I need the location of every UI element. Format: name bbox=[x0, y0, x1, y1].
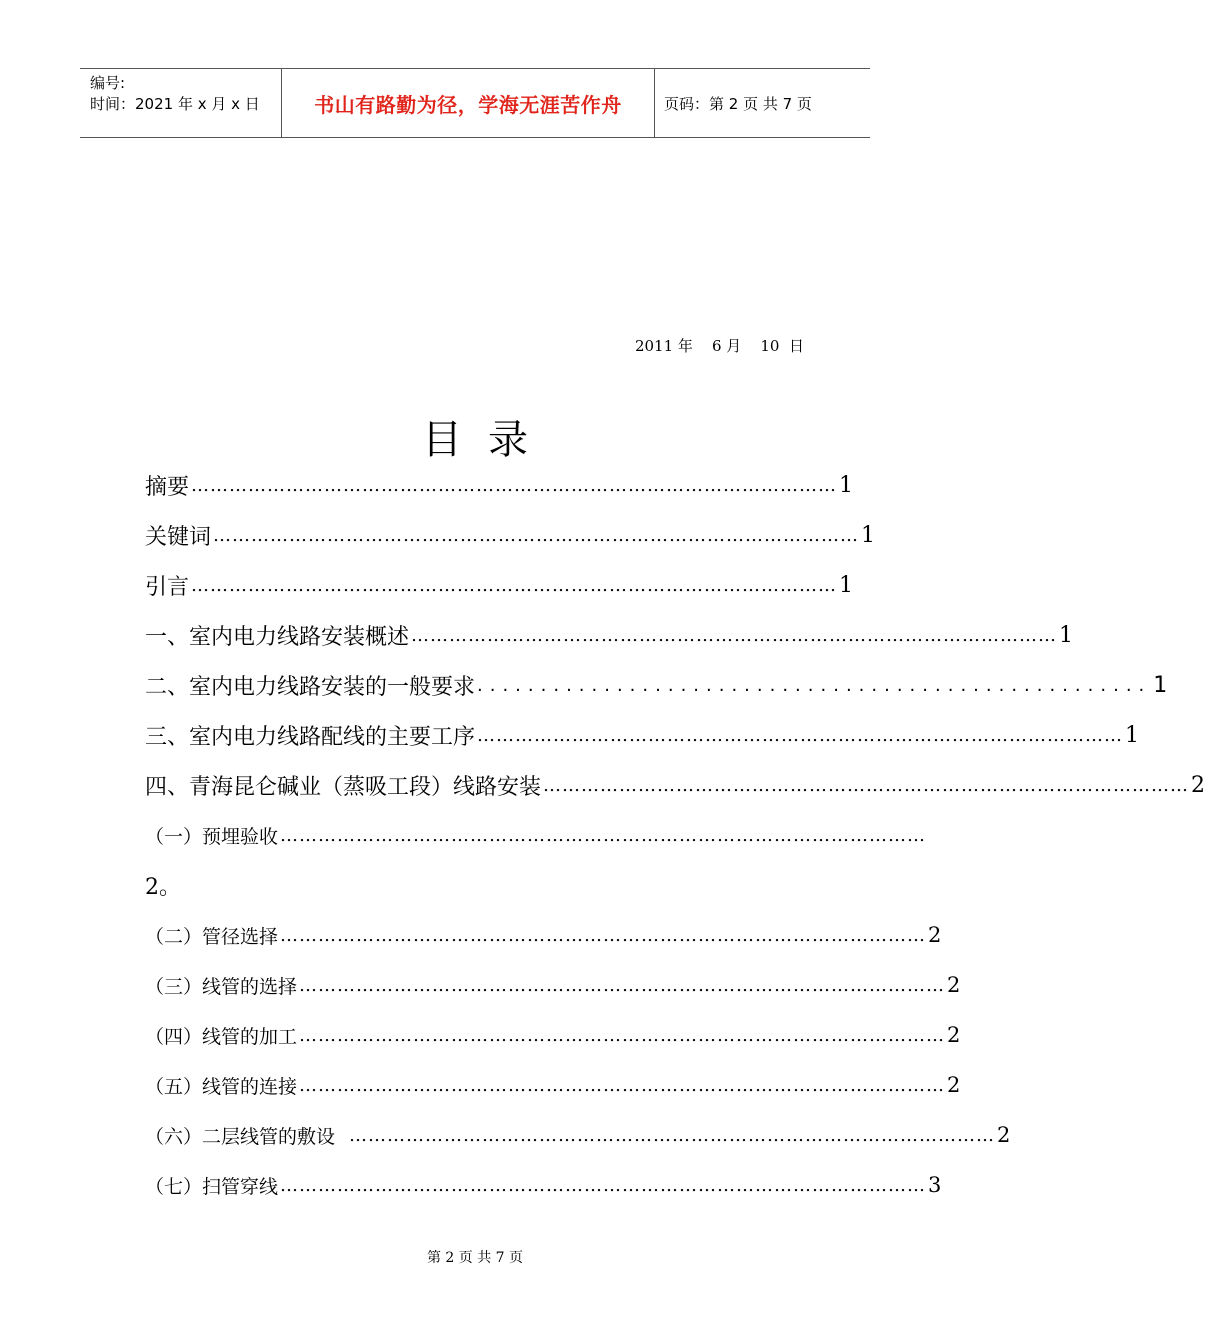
toc-entry[interactable] bbox=[145, 910, 942, 960]
table-of-contents bbox=[145, 460, 1205, 1210]
page-footer: 第 2 页 共 7 页 bbox=[426, 1250, 524, 1266]
toc-entry-page: 2 bbox=[947, 1073, 961, 1097]
toc-entry[interactable] bbox=[145, 1110, 1011, 1160]
toc-entry-page: 2 bbox=[928, 923, 942, 947]
toc-leader: ………………………………………………………………………………………… bbox=[543, 774, 1190, 796]
toc-entry[interactable] bbox=[145, 810, 927, 860]
toc-entry[interactable] bbox=[145, 710, 1140, 760]
toc-entry-title: 三、室内电力线路配线的主要工序 bbox=[145, 724, 476, 750]
toc-entry-title: 摘要 bbox=[145, 474, 190, 500]
toc-entry[interactable] bbox=[145, 460, 854, 510]
toc-entry[interactable] bbox=[145, 560, 854, 610]
toc-leader: ………………………………………………………………………………………… bbox=[280, 824, 927, 846]
toc-leader: ………………………………………………………………………………………… bbox=[299, 974, 946, 996]
toc-entry-title: （四）线管的加工 bbox=[145, 1025, 298, 1048]
toc-leader: ..................................................... bbox=[477, 674, 1152, 696]
toc-entry-title: （二）管径选择 bbox=[145, 925, 279, 948]
toc-leader: ………………………………………………………………………………………… bbox=[191, 474, 838, 496]
toc-entry-page-continued: 2。 bbox=[145, 874, 181, 900]
toc-entry[interactable] bbox=[145, 510, 876, 560]
header-divider bbox=[654, 69, 655, 137]
header-meta bbox=[90, 73, 260, 115]
toc-entry-page: 2 bbox=[947, 1023, 961, 1047]
toc-entry[interactable] bbox=[145, 1010, 961, 1060]
toc-entry[interactable] bbox=[145, 1160, 942, 1210]
toc-entry-page: 1 bbox=[839, 572, 854, 598]
toc-entry-page: 1 bbox=[1125, 722, 1140, 748]
toc-entry[interactable] bbox=[145, 1060, 961, 1110]
toc-entry-title: （六）二层线管的敷设 bbox=[145, 1125, 336, 1148]
page-header bbox=[80, 68, 870, 138]
header-page-info: 页码：第 2 页 共 7 页 bbox=[664, 94, 812, 113]
toc-entry[interactable] bbox=[145, 960, 961, 1010]
toc-entry-page: 1 bbox=[861, 522, 876, 548]
toc-entry-title: （五）线管的连接 bbox=[145, 1075, 298, 1098]
header-time-label: 时间：2021 年 x 月 x 日 bbox=[90, 95, 260, 113]
toc-entry[interactable] bbox=[145, 760, 1205, 810]
toc-entry-title: 一、室内电力线路安装概述 bbox=[145, 624, 410, 650]
header-code-label: 编号: bbox=[90, 74, 126, 92]
toc-entry-title: 关键词 bbox=[145, 524, 212, 550]
header-motto: 书山有路勤为径，学海无涯苦作舟 bbox=[314, 92, 622, 117]
document-date: 2011 年 6 月 10 日 bbox=[634, 337, 804, 355]
toc-entry-title: 二、室内电力线路安装的一般要求 bbox=[145, 674, 476, 700]
toc-entry[interactable] bbox=[145, 610, 1074, 660]
toc-leader: ………………………………………………………………………………………… bbox=[280, 924, 927, 946]
toc-leader: ………………………………………………………………………………………… bbox=[213, 524, 860, 546]
toc-entry-title: 四、青海昆仑碱业（蒸吸工段）线路安装 bbox=[145, 774, 542, 800]
toc-leader: ………………………………………………………………………………………… bbox=[299, 1024, 946, 1046]
toc-leader: ………………………………………………………………………………………… bbox=[349, 1124, 996, 1146]
toc-entry-page: 3 bbox=[928, 1173, 942, 1197]
toc-entry-page: 2 bbox=[997, 1123, 1011, 1147]
toc-entry-page: 2 bbox=[1191, 772, 1205, 798]
toc-entry[interactable] bbox=[145, 660, 1168, 710]
toc-entry-page: 1 bbox=[1153, 672, 1168, 698]
toc-leader: ………………………………………………………………………………………… bbox=[280, 1174, 927, 1196]
toc-leader: ………………………………………………………………………………………… bbox=[477, 724, 1124, 746]
toc-title: 目录 bbox=[422, 417, 554, 463]
toc-leader: ………………………………………………………………………………………… bbox=[411, 624, 1058, 646]
toc-entry-title: （一）预埋验收 bbox=[145, 825, 279, 848]
toc-entry-page: 2 bbox=[947, 973, 961, 997]
toc-leader: ………………………………………………………………………………………… bbox=[299, 1074, 946, 1096]
toc-leader: ………………………………………………………………………………………… bbox=[191, 574, 838, 596]
toc-entry-page: 1 bbox=[839, 472, 854, 498]
toc-entry-title: （三）线管的选择 bbox=[145, 975, 298, 998]
toc-entry-title: （七）扫管穿线 bbox=[145, 1175, 279, 1198]
toc-entry-title: 引言 bbox=[145, 574, 190, 600]
toc-entry-page: 1 bbox=[1059, 622, 1074, 648]
